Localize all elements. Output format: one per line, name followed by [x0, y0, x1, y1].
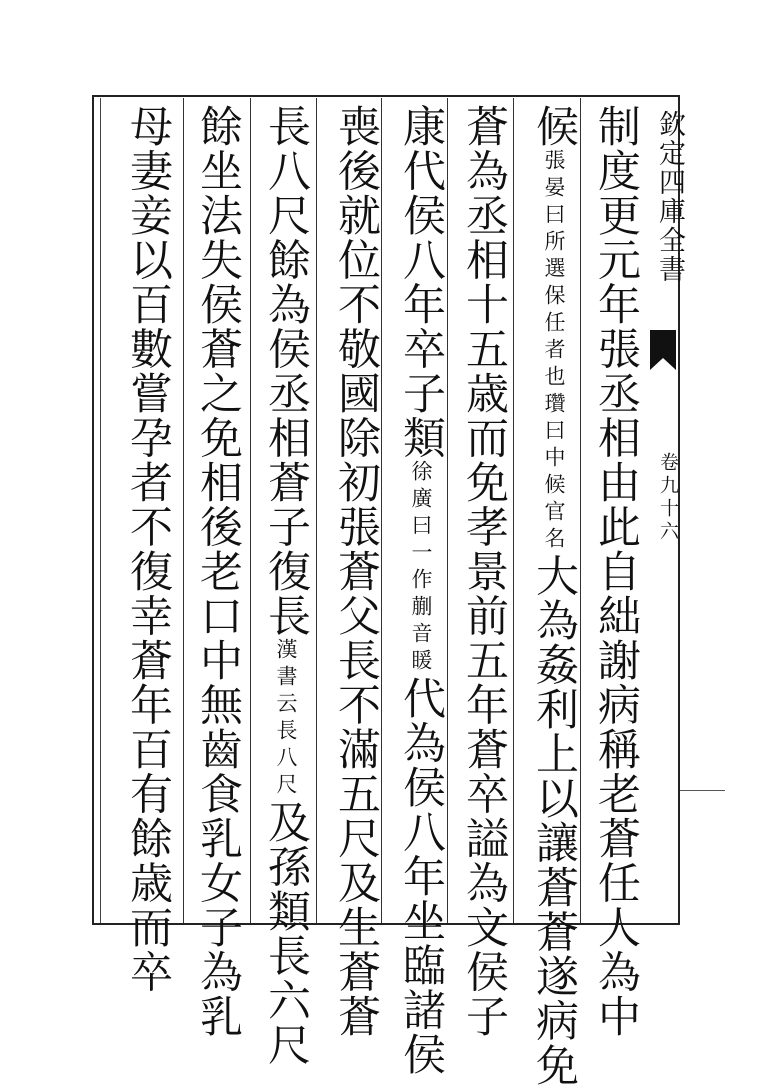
annotation-line: 漢書云: [274, 638, 298, 719]
main-text: 代為侯八年坐臨諸侯: [396, 676, 446, 1077]
main-text: 長八尺餘為侯丞相蒼子復長: [261, 104, 311, 638]
column-rule: [250, 98, 251, 923]
annotation-line: 作蒯音䁔: [409, 568, 433, 676]
text-column: [260, 104, 312, 1067]
main-text: 候: [529, 104, 579, 149]
text-column: [590, 104, 642, 1039]
main-text: 及孫類長六尺: [261, 800, 311, 1067]
column-rule: [447, 98, 448, 923]
column-rule: [316, 98, 317, 923]
annotation-note: [260, 638, 312, 800]
text-column: [122, 104, 174, 994]
column-rule: [183, 98, 184, 923]
annotation-line: 長八尺: [274, 719, 298, 800]
annotation-line: 也瓚曰中候官名: [542, 364, 566, 554]
annotation-note: [528, 149, 580, 554]
annotation-line: 徐廣曰一: [409, 460, 433, 568]
column-rule: [580, 98, 581, 923]
margin-extension-line: [680, 790, 725, 791]
main-text: 蒼為丞相十五歳而免孝景前五年蒼卒謚為文侯子: [459, 104, 509, 1039]
text-column: [192, 104, 244, 1039]
annotation-note: [395, 460, 447, 676]
column-rule: [513, 98, 514, 923]
main-text: 制度更元年張丞相由此自絀謝病稱老蒼任人為中: [591, 104, 641, 1039]
main-text: 母妻妾以百數嘗孕者不復幸蒼年百有餘歳而卒: [123, 104, 173, 994]
main-text: 大為姦利上以讓蒼蒼遂病免: [529, 553, 579, 1088]
frame-inner-rule: [100, 98, 101, 923]
text-column: [330, 104, 382, 1039]
main-text: 喪後就位不敬國除初張蒼父長不滿五尺及生蒼蒼: [331, 104, 381, 1039]
text-column: [528, 104, 580, 1088]
text-column: [458, 104, 510, 1039]
main-text: 康代侯八年卒子類: [396, 104, 446, 460]
annotation-line: 張晏曰所選保任者: [542, 148, 566, 365]
margin-volume-number: 卷九十六: [657, 452, 679, 544]
margin-book-title: 欽定四庫全書: [654, 110, 685, 284]
main-text: 餘坐法失侯蒼之免相後老口中無齒食乳女子為乳: [193, 104, 243, 1039]
text-column: [395, 104, 447, 1077]
